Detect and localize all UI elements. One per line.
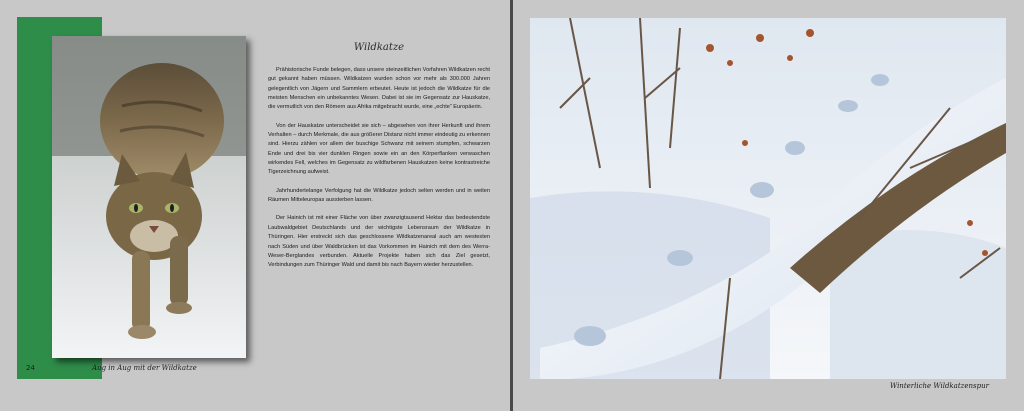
article-body	[268, 66, 490, 280]
photo-caption-left: Aug in Aug mit der Wildkatze	[92, 364, 197, 372]
article-paragraph: Prähistorische Funde belegen, dass unsere steinzeitlichen Vorfahren Wildkatzen recht gut gekannt haben müssen. Wildkatzen wurden schon vor mehr als 300.000 Jahren gelegentlich von Jägern und Sammlern erbeutet. Heute ist jedoch die Wildkatze für die meisten Menschen ein unbekanntes Wesen. Dabei ist sie im Gegensatz zur Hauskatze, die vermutlich von den Römern aus Afrika mitgebracht wurde, eine „echte“ Europäerin.	[268, 67, 490, 111]
article-paragraph: Jahrhundertelange Verfolgung hat die Wildkatze jedoch selten werden und in weiten Räumen Mitteleuropas aussterben lassen.	[268, 187, 490, 204]
article-paragraph: Der Hainich ist mit einer Fläche von über zwanzigtausend Hektar das bedeutendste Laubwaldgebiet Deutschlands und der wichtigste Lebensraum der Wildkatze in Thüringen. Hier erstreckt sich das geschlossene Wildkatzenareal auch am westesten nach Süden und über Waldbrücken ist das Vorkommen im Hainich mit dem des Werra-Weser-Berglandes verbunden. Aktuelle Projekte haben sich das Ziel gesetzt, Verbindungen zum Thüringer Wald und damit bis nach Bayern wieder herzustellen.	[268, 215, 490, 269]
wildcat-illustration	[52, 36, 246, 358]
snow-track-illustration	[530, 18, 1006, 379]
left-page	[0, 0, 510, 411]
article-paragraph: Von der Hauskatze unterscheidet sie sich – abgesehen von ihrer Herkunft und ihrem Verhalten – durch Merkmale, die aus größerer Distanz nicht immer eindeutig zu erkennen sind. Hierzu zählen vor allem der buschige Schwanz mit seinem stumpfen, schwarzen Ende und drei bis vier dunklen Ringen sowie ein an den Körperflanken verwaschen wirkendes Fell, welches im Gegensatz zu wildfarbenen Hauskatzen keine kontrastreiche Tigerzeichnung aufweist.	[268, 122, 490, 176]
page-number: 24	[26, 364, 35, 372]
wildcat-photo	[52, 36, 246, 358]
photo-caption-right: Winterliche Wildkatzenspur	[890, 382, 989, 390]
snow-track-photo	[530, 18, 1006, 379]
article-title: Wildkatze	[353, 42, 405, 53]
